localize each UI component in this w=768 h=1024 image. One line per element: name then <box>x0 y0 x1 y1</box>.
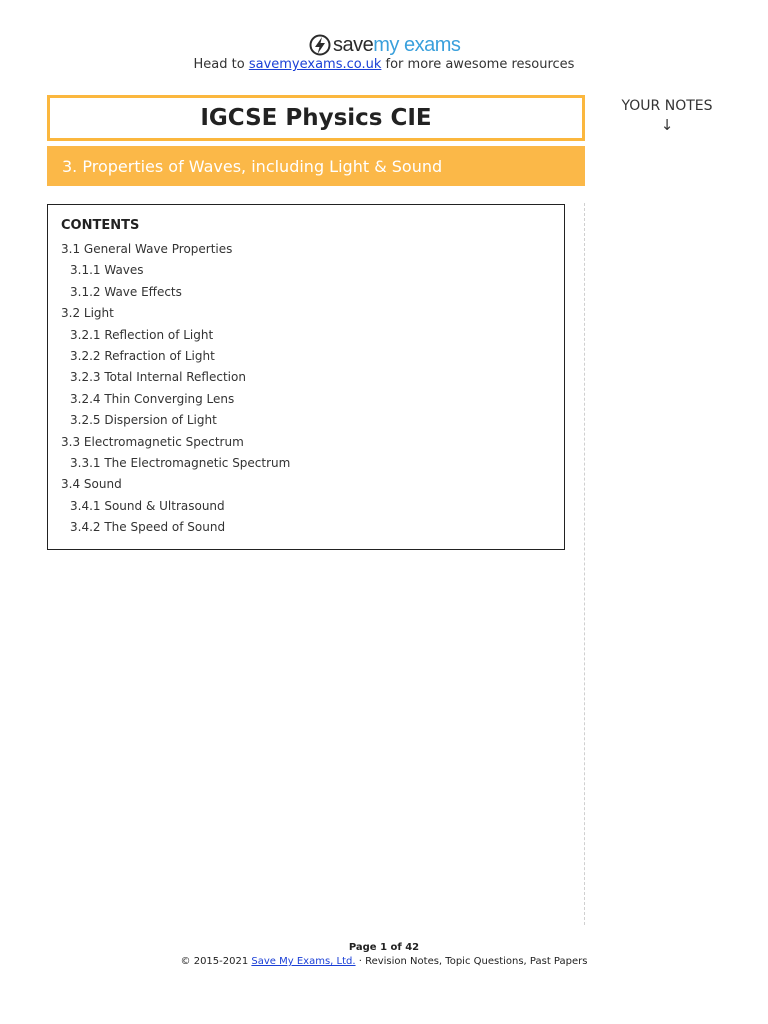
page-number: Page 1 of 42 <box>348 942 420 953</box>
toc-item-3-2-5[interactable]: 3.2.5 Dispersion of Light <box>70 413 217 428</box>
your-notes-label <box>612 98 722 133</box>
header-prefix: Head to <box>193 57 249 72</box>
copyright-suffix: · Revision Notes, Topic Questions, Past Papers <box>355 956 588 967</box>
copyright-line <box>0 956 768 967</box>
contents-heading: CONTENTS <box>61 218 140 233</box>
logo-wordmark <box>333 34 460 57</box>
toc-item-3-4-2[interactable]: 3.4.2 The Speed of Sound <box>70 520 226 535</box>
toc-item-3-4[interactable]: 3.4 Sound <box>61 477 122 492</box>
toc-item-3-2-3[interactable]: 3.2.3 Total Internal Reflection <box>70 370 246 385</box>
notes-column-divider <box>584 203 585 925</box>
toc-item-3-2-1[interactable]: 3.2.1 Reflection of Light <box>70 327 214 342</box>
logo-word-myexams: my exams <box>373 33 461 56</box>
table-of-contents <box>47 204 565 550</box>
header-resources-line <box>0 57 768 72</box>
your-notes-text: YOUR NOTES <box>621 98 713 114</box>
copyright-prefix: © 2015-2021 <box>180 956 252 967</box>
toc-item-3-2-2[interactable]: 3.2.2 Refraction of Light <box>70 348 215 363</box>
toc-item-3-3[interactable]: 3.3 Electromagnetic Spectrum <box>61 434 244 449</box>
toc-item-3-3-1[interactable]: 3.3.1 The Electromagnetic Spectrum <box>70 455 291 470</box>
logo-word-save: save <box>333 33 374 56</box>
document-title: IGCSE Physics CIE <box>47 95 585 141</box>
company-link[interactable]: Save My Exams, Ltd. <box>251 956 356 967</box>
lightning-bolt-icon <box>309 34 331 56</box>
toc-item-3-1-2[interactable]: 3.1.2 Wave Effects <box>70 284 182 299</box>
toc-item-3-2-4[interactable]: 3.2.4 Thin Converging Lens <box>70 391 235 406</box>
savemyexams-logo[interactable] <box>309 30 460 60</box>
toc-item-3-2[interactable]: 3.2 Light <box>61 306 114 321</box>
toc-item-3-1[interactable]: 3.1 General Wave Properties <box>61 242 233 256</box>
header-suffix: for more awesome resources <box>381 57 575 72</box>
arrow-down-icon: ↓ <box>660 116 674 134</box>
toc-item-3-1-1[interactable]: 3.1.1 Waves <box>70 263 144 278</box>
header-site-link[interactable]: savemyexams.co.uk <box>248 57 382 72</box>
section-title-bar: 3. Properties of Waves, including Light & Sound <box>47 146 585 186</box>
toc-item-3-4-1[interactable]: 3.4.1 Sound & Ultrasound <box>70 498 225 513</box>
